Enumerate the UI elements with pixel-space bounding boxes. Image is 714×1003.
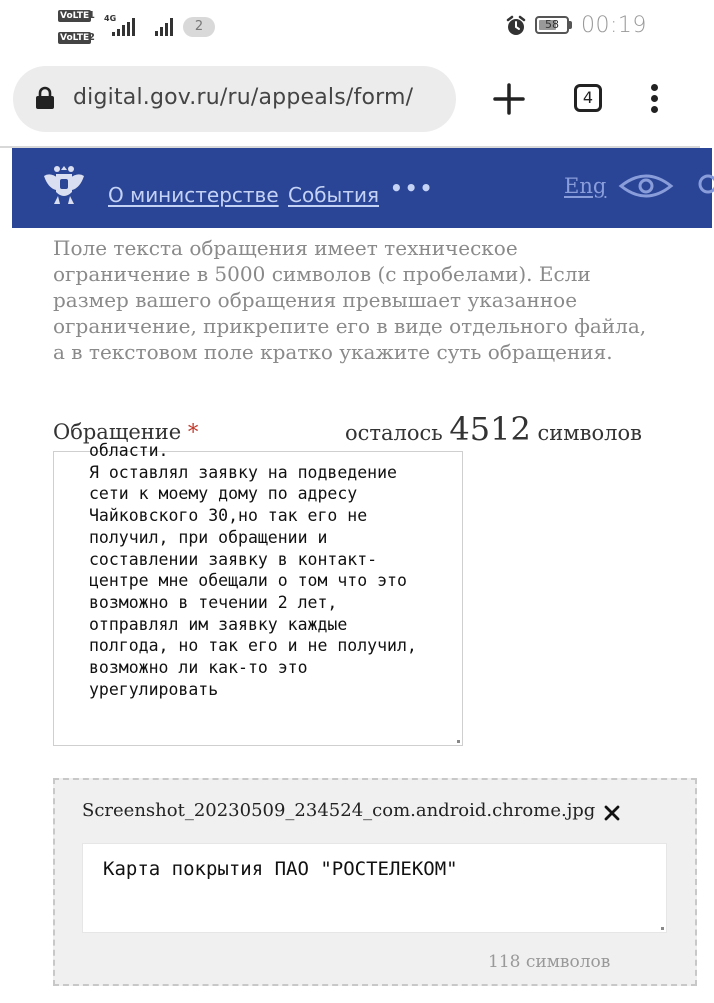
remaining-count: 4512 [449, 410, 531, 448]
network-type-label: 4G [104, 14, 117, 23]
battery-tip [569, 21, 572, 29]
tab-switcher-button[interactable]: 4 [574, 84, 602, 112]
resize-handle-icon[interactable] [659, 925, 664, 930]
appeal-textarea[interactable] [53, 441, 463, 746]
alarm-clock-icon [505, 15, 527, 37]
appeal-text-content[interactable]: области. Я оставлял заявку на подведение сети к моему дому по адресу Чайковского 30,но так его не получил, при обращении и составлении заявку в контакт-центре мне обещали о том что это возможно в течении 2 лет, отправлял им заявку каждые полгода, но так его и не получил, возможно ли как-то это урегулировать [89, 441, 417, 699]
resize-handle-icon[interactable] [455, 738, 460, 743]
remaining-suffix: символов [537, 421, 642, 445]
remove-attachment-icon[interactable] [603, 804, 621, 822]
attachment-char-counter: 118 символов [488, 952, 611, 972]
remaining-prefix: осталось [345, 421, 443, 445]
appeal-label-text: Обращение [53, 420, 182, 444]
sim2-volte-badge: VoLTE [60, 33, 90, 43]
more-options-icon[interactable] [645, 84, 663, 116]
sim1-volte-badge: VoLTE [60, 11, 90, 21]
search-icon[interactable] [694, 172, 714, 200]
clock: 00:19 [581, 13, 647, 38]
signal-strength-1-icon [112, 18, 136, 36]
more-nav-icon[interactable]: ••• [390, 176, 435, 200]
accessibility-eye-icon[interactable] [618, 172, 674, 200]
character-limit-notice: Поле текста обращения имеет техническое ограничение в 5000 символов (с пробелами). Если размер вашего обращения превышает указанное ограничение, прикрепите его в виде отдельного файла, а в текстовом поле кратко укажите суть обращения. [53, 236, 647, 364]
new-tab-icon[interactable] [490, 80, 528, 118]
site-header [12, 148, 712, 228]
address-bar[interactable] [13, 66, 456, 132]
lock-icon [35, 86, 55, 110]
nav-link-about-ministry[interactable]: О министерстве [108, 183, 279, 207]
status-bar [0, 0, 700, 52]
notification-count-badge: 2 [183, 17, 215, 37]
sim2-number: 2 [88, 32, 95, 43]
attachment-filename: Screenshot_20230509_234524_com.android.chrome.jpg [82, 800, 596, 821]
battery-level: 58 [545, 18, 559, 31]
battery-icon [535, 16, 569, 34]
nav-link-events[interactable]: События [288, 183, 380, 207]
signal-strength-2-icon [155, 18, 177, 36]
url-text[interactable]: digital.gov.ru/ru/appeals/form/ [73, 85, 414, 110]
required-marker: * [187, 420, 199, 444]
sim1-number: 1 [88, 10, 95, 21]
attachment-description-text[interactable]: Карта покрытия ПАО "РОСТЕЛЕКОМ" [103, 858, 458, 880]
language-switch-link[interactable]: Eng [564, 174, 607, 198]
attachment-dropzone[interactable] [53, 778, 697, 986]
coat-of-arms-logo[interactable] [40, 160, 88, 210]
attachment-description-field[interactable] [82, 843, 667, 933]
